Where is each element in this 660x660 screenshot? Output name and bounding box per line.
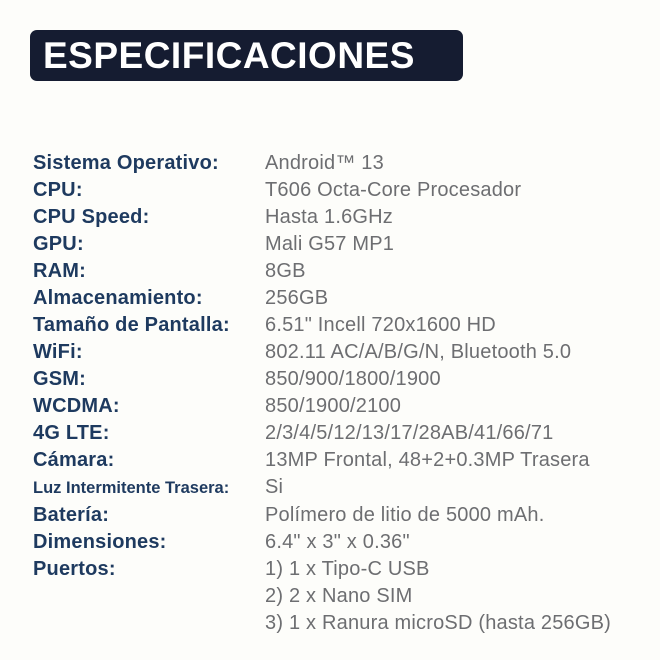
spec-row bbox=[33, 420, 660, 447]
spec-label: Almacenamiento: bbox=[33, 287, 203, 309]
spec-row bbox=[33, 502, 660, 529]
spec-value: Si bbox=[265, 476, 284, 498]
spec-label: Cámara: bbox=[33, 449, 115, 471]
specifications-header bbox=[30, 30, 463, 81]
spec-row bbox=[33, 177, 660, 204]
spec-value: 2/3/4/5/12/13/17/28AB/41/66/71 bbox=[265, 422, 554, 444]
spec-value: 13MP Frontal, 48+2+0.3MP Trasera bbox=[265, 449, 590, 471]
spec-value-line: 1) 1 x Tipo-C USB bbox=[265, 558, 430, 580]
spec-label: GPU: bbox=[33, 233, 84, 255]
spec-label: CPU: bbox=[33, 179, 83, 201]
spec-row bbox=[33, 339, 660, 366]
spec-value: 850/1900/2100 bbox=[265, 395, 402, 417]
spec-value bbox=[265, 556, 611, 637]
spec-value: Mali G57 MP1 bbox=[265, 233, 395, 255]
spec-row bbox=[33, 231, 660, 258]
spec-row bbox=[33, 556, 660, 637]
spec-value: 8GB bbox=[265, 260, 306, 282]
spec-label: Puertos: bbox=[33, 558, 116, 580]
spec-row bbox=[33, 474, 660, 502]
spec-value: 802.11 AC/A/B/G/N, Bluetooth 5.0 bbox=[265, 341, 572, 363]
spec-value: T606 Octa-Core Procesador bbox=[265, 179, 522, 201]
spec-label: Tamaño de Pantalla: bbox=[33, 314, 230, 336]
spec-label: Sistema Operativo: bbox=[33, 152, 219, 174]
spec-row bbox=[33, 285, 660, 312]
spec-row bbox=[33, 529, 660, 556]
spec-label: WiFi: bbox=[33, 341, 83, 363]
page-title: ESPECIFICACIONES bbox=[43, 34, 415, 76]
spec-label: Luz Intermitente Trasera: bbox=[33, 479, 230, 497]
spec-row bbox=[33, 393, 660, 420]
spec-label: GSM: bbox=[33, 368, 87, 390]
spec-row bbox=[33, 312, 660, 339]
spec-row bbox=[33, 258, 660, 285]
spec-value: 6.51" Incell 720x1600 HD bbox=[265, 314, 496, 336]
spec-label: Dimensiones: bbox=[33, 531, 167, 553]
spec-value-line: 2) 2 x Nano SIM bbox=[265, 585, 413, 607]
spec-label: CPU Speed: bbox=[33, 206, 150, 228]
spec-value: 6.4" x 3" x 0.36" bbox=[265, 531, 410, 553]
spec-label: Batería: bbox=[33, 504, 110, 526]
spec-label: WCDMA: bbox=[33, 395, 120, 417]
spec-value-line: 3) 1 x Ranura microSD (hasta 256GB) bbox=[265, 612, 612, 634]
spec-label: 4G LTE: bbox=[33, 422, 110, 444]
spec-value: 850/900/1800/1900 bbox=[265, 368, 441, 390]
spec-row bbox=[33, 204, 660, 231]
spec-row bbox=[33, 366, 660, 393]
spec-value: Hasta 1.6GHz bbox=[265, 206, 394, 228]
spec-row bbox=[33, 447, 660, 474]
spec-row bbox=[33, 150, 660, 177]
spec-list bbox=[33, 150, 660, 637]
spec-value: Polímero de litio de 5000 mAh. bbox=[265, 504, 545, 526]
spec-value: Android™ 13 bbox=[265, 152, 384, 174]
spec-label: RAM: bbox=[33, 260, 87, 282]
spec-value: 256GB bbox=[265, 287, 329, 309]
